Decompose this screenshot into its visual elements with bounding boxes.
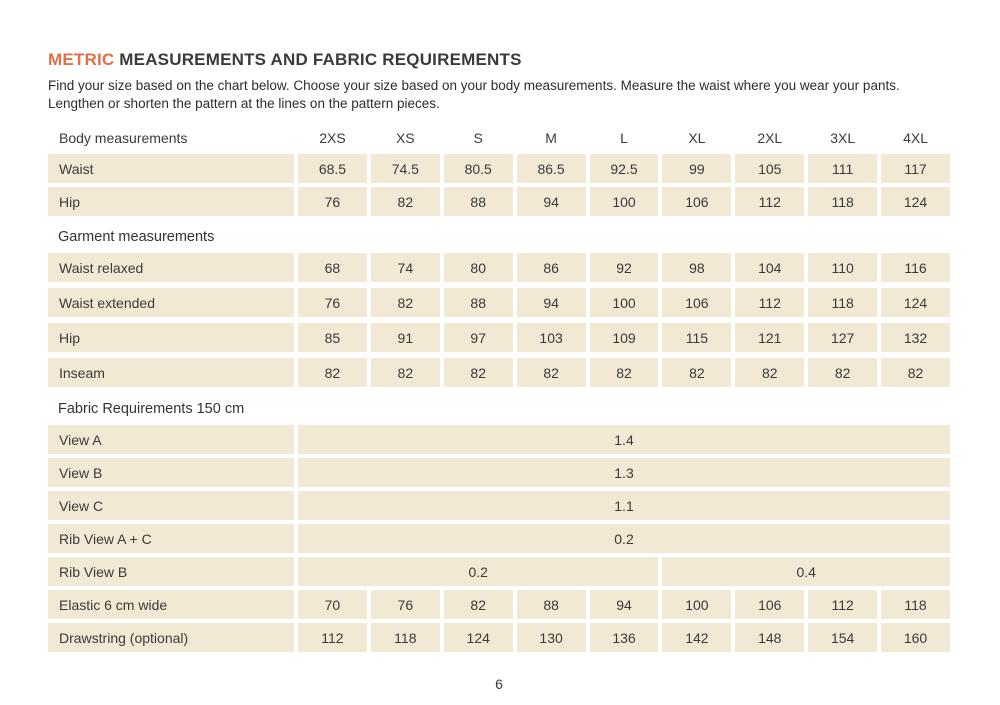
- value-cell: 154: [808, 623, 877, 652]
- value-cell: 92.5: [590, 154, 659, 183]
- section-title-fabric: Fabric Requirements 150 cm: [58, 401, 245, 417]
- intro-text: Find your size based on the chart below. Choose your size based on your body measurements. Measure the waist where you wear your pants. Lengthen or shorten the pattern at the lines on the pattern pieces.: [48, 78, 900, 111]
- value-cell: 1.1: [298, 491, 950, 520]
- value-cell: 110: [808, 253, 877, 282]
- page-content: [48, 48, 950, 692]
- value-cell: 132: [881, 323, 950, 352]
- page-title-highlight: METRIC: [48, 50, 115, 69]
- table-header-label: Body measurements: [59, 130, 188, 146]
- value-cell: 82: [444, 590, 513, 619]
- value-cell: 80.5: [444, 154, 513, 183]
- value-cell: 98: [662, 253, 731, 282]
- value-cell: 105: [735, 154, 804, 183]
- value-cell: 76: [298, 187, 367, 216]
- size-column-header: 3XL: [830, 130, 856, 146]
- row-label: Waist: [48, 154, 294, 183]
- value-cell: 91: [371, 323, 440, 352]
- value-cell: 82: [662, 358, 731, 387]
- value-cell: 1.3: [298, 458, 950, 487]
- value-cell: 74.5: [371, 154, 440, 183]
- value-cell: 124: [881, 288, 950, 317]
- value-cell: 99: [662, 154, 731, 183]
- value-cell: 74: [371, 253, 440, 282]
- row-label: Hip: [48, 323, 294, 352]
- page-title: [48, 48, 950, 72]
- row-label: Rib View B: [48, 557, 294, 586]
- value-cell: 97: [444, 323, 513, 352]
- value-cell: 121: [735, 323, 804, 352]
- table-row: [48, 623, 950, 652]
- row-label: Waist extended: [48, 288, 294, 317]
- row-label: Elastic 6 cm wide: [48, 590, 294, 619]
- value-cell: 106: [662, 288, 731, 317]
- value-cell: 111: [808, 154, 877, 183]
- value-cell: 100: [662, 590, 731, 619]
- value-cell: 94: [517, 288, 586, 317]
- table-row: [48, 154, 950, 183]
- table-row: [48, 323, 950, 352]
- value-cell: 104: [735, 253, 804, 282]
- value-cell: 115: [662, 323, 731, 352]
- value-cell: 94: [517, 187, 586, 216]
- table-header-row: [48, 125, 950, 151]
- row-label: Hip: [48, 187, 294, 216]
- value-cell: 100: [590, 288, 659, 317]
- value-cell: 118: [881, 590, 950, 619]
- size-column-header: S: [473, 130, 483, 146]
- value-cell: 130: [517, 623, 586, 652]
- value-cell: 127: [808, 323, 877, 352]
- value-cell: 0.2: [298, 557, 658, 586]
- table-row: [48, 524, 950, 553]
- value-cell: 82: [735, 358, 804, 387]
- value-cell: 82: [444, 358, 513, 387]
- value-cell: 124: [444, 623, 513, 652]
- value-cell: 112: [735, 187, 804, 216]
- value-cell: 82: [881, 358, 950, 387]
- table-row: [48, 358, 950, 387]
- value-cell: 82: [808, 358, 877, 387]
- value-cell: 94: [590, 590, 659, 619]
- table-row: [48, 288, 950, 317]
- table-row: [48, 557, 950, 586]
- row-label: View A: [48, 425, 294, 454]
- size-column-header: 4XL: [903, 130, 928, 146]
- row-label: Rib View A + C: [48, 524, 294, 553]
- value-cell: 1.4: [298, 425, 950, 454]
- size-column-header: 2XL: [757, 130, 783, 146]
- value-cell: 112: [735, 288, 804, 317]
- value-cell: 85: [298, 323, 367, 352]
- value-cell: 112: [808, 590, 877, 619]
- row-label: View B: [48, 458, 294, 487]
- table-row: [48, 458, 950, 487]
- row-label: View C: [48, 491, 294, 520]
- table-row: [48, 491, 950, 520]
- value-cell: 82: [590, 358, 659, 387]
- value-cell: 109: [590, 323, 659, 352]
- value-cell: 124: [881, 187, 950, 216]
- value-cell: 82: [371, 187, 440, 216]
- size-column-header: XS: [395, 130, 415, 146]
- table-row: [48, 590, 950, 619]
- value-cell: 82: [298, 358, 367, 387]
- size-column-header: XL: [688, 130, 706, 146]
- value-cell: 88: [517, 590, 586, 619]
- table-row: [48, 187, 950, 216]
- table-row: [48, 425, 950, 454]
- size-column-header: 2XS: [319, 130, 346, 146]
- value-cell: 70: [298, 590, 367, 619]
- value-cell: 0.4: [662, 557, 950, 586]
- value-cell: 118: [808, 288, 877, 317]
- row-label: Inseam: [48, 358, 294, 387]
- row-label: Drawstring (optional): [48, 623, 294, 652]
- value-cell: 82: [517, 358, 586, 387]
- value-cell: 68: [298, 253, 367, 282]
- page-title-rest: MEASUREMENTS AND FABRIC REQUIREMENTS: [114, 50, 522, 69]
- value-cell: 106: [735, 590, 804, 619]
- page-number: 6: [495, 676, 503, 692]
- value-cell: 86: [517, 253, 586, 282]
- value-cell: 116: [881, 253, 950, 282]
- value-cell: 82: [371, 288, 440, 317]
- section-title-garment: Garment measurements: [58, 228, 215, 245]
- value-cell: 88: [444, 288, 513, 317]
- value-cell: 112: [298, 623, 367, 652]
- value-cell: 0.2: [298, 524, 950, 553]
- value-cell: 100: [590, 187, 659, 216]
- value-cell: 86.5: [517, 154, 586, 183]
- value-cell: 160: [881, 623, 950, 652]
- value-cell: 88: [444, 187, 513, 216]
- size-column-header: M: [545, 130, 557, 146]
- value-cell: 142: [662, 623, 731, 652]
- value-cell: 76: [371, 590, 440, 619]
- value-cell: 103: [517, 323, 586, 352]
- size-table: [48, 125, 950, 652]
- value-cell: 148: [735, 623, 804, 652]
- value-cell: 92: [590, 253, 659, 282]
- row-label: Waist relaxed: [48, 253, 294, 282]
- value-cell: 118: [371, 623, 440, 652]
- value-cell: 68.5: [298, 154, 367, 183]
- value-cell: 76: [298, 288, 367, 317]
- value-cell: 106: [662, 187, 731, 216]
- size-column-header: L: [620, 130, 628, 146]
- value-cell: 136: [590, 623, 659, 652]
- value-cell: 117: [881, 154, 950, 183]
- value-cell: 82: [371, 358, 440, 387]
- value-cell: 118: [808, 187, 877, 216]
- value-cell: 80: [444, 253, 513, 282]
- table-row: [48, 253, 950, 282]
